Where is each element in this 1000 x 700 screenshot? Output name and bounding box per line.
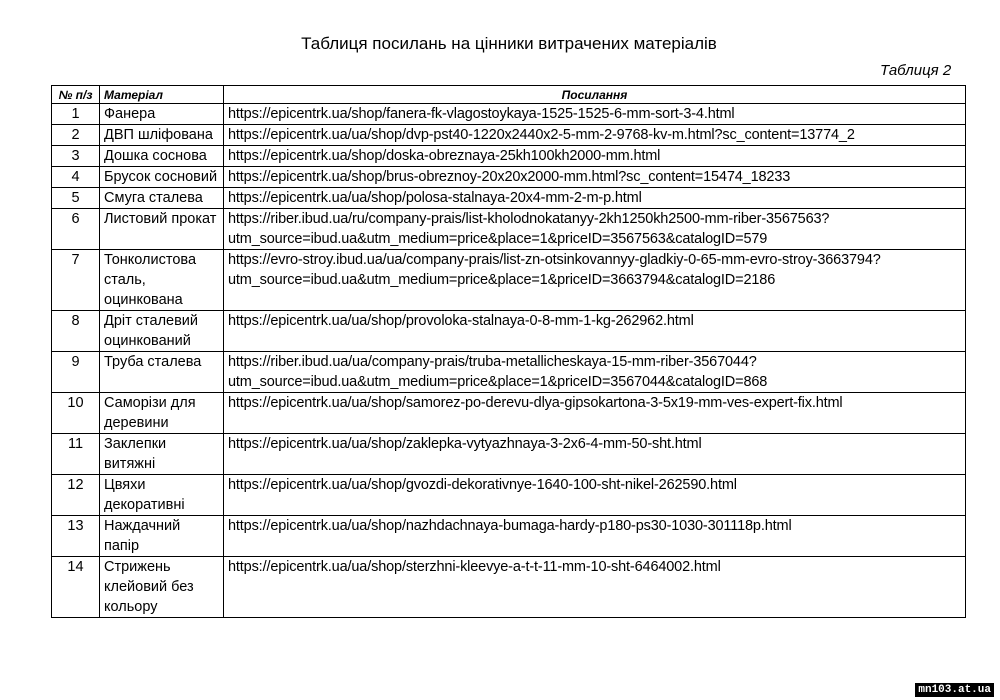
row-link[interactable]: https://epicentrk.ua/ua/shop/sterzhni-kleevye-a-t-t-11-mm-10-sht-6464002.html <box>224 557 966 618</box>
row-link[interactable]: https://epicentrk.ua/ua/shop/zaklepka-vytyazhnaya-3-2x6-4-mm-50-sht.html <box>224 434 966 475</box>
row-number: 13 <box>52 516 100 557</box>
row-number: 8 <box>52 311 100 352</box>
row-number: 3 <box>52 146 100 167</box>
header-link: Посилання <box>224 86 966 104</box>
row-link[interactable]: https://epicentrk.ua/ua/shop/provoloka-stalnaya-0-8-mm-1-kg-262962.html <box>224 311 966 352</box>
row-link[interactable]: https://epicentrk.ua/ua/shop/gvozdi-dekorativnye-1640-100-sht-nikel-262590.html <box>224 475 966 516</box>
site-watermark: mn103.at.ua <box>915 683 994 697</box>
table-row <box>52 209 966 250</box>
row-link[interactable]: https://epicentrk.ua/ua/shop/polosa-stalnaya-20x4-mm-2-m-p.html <box>224 188 966 209</box>
table-row <box>52 104 966 125</box>
row-link[interactable]: https://epicentrk.ua/ua/shop/dvp-pst40-1220x2440x2-5-mm-2-9768-kv-m.html?sc_content=13774_2 <box>224 125 966 146</box>
row-number: 2 <box>52 125 100 146</box>
table-row <box>52 146 966 167</box>
table-row <box>52 557 966 618</box>
table-row <box>52 516 966 557</box>
table-number-label: Таблиця 2 <box>880 62 952 79</box>
row-link[interactable]: https://epicentrk.ua/ua/shop/nazhdachnaya-bumaga-hardy-p180-ps30-1030-301118p.html <box>224 516 966 557</box>
table-row <box>52 393 966 434</box>
row-number: 11 <box>52 434 100 475</box>
row-material: Заклепки витяжні <box>100 434 224 475</box>
table-row <box>52 475 966 516</box>
row-number: 5 <box>52 188 100 209</box>
table-row <box>52 125 966 146</box>
table-row <box>52 188 966 209</box>
row-material: Наждачний папір <box>100 516 224 557</box>
row-material: Стрижень клейовий без кольору <box>100 557 224 618</box>
row-number: 9 <box>52 352 100 393</box>
row-link[interactable]: https://riber.ibud.ua/ua/company-prais/truba-metallicheskaya-15-mm-riber-3567044?utm_source=ibud.ua&utm_medium=price&place=1&priceID=3567044&catalogID=868 <box>224 352 966 393</box>
table-row <box>52 311 966 352</box>
row-number: 4 <box>52 167 100 188</box>
row-material: Цвяхи декоративні <box>100 475 224 516</box>
row-link[interactable]: https://evro-stroy.ibud.ua/ua/company-prais/list-zn-otsinkovannyy-gladkiy-0-65-mm-evro-stroy-3663794?utm_source=ibud.ua&utm_medium=price&place=1&priceID=3663794&catalogID=2186 <box>224 250 966 311</box>
table-header-row <box>52 86 966 104</box>
row-material: Смуга сталева <box>100 188 224 209</box>
row-link[interactable]: https://epicentrk.ua/shop/brus-obreznoy-20x20x2000-mm.html?sc_content=15474_18233 <box>224 167 966 188</box>
row-link[interactable]: https://epicentrk.ua/shop/doska-obreznaya-25kh100kh2000-mm.html <box>224 146 966 167</box>
header-number: № п/з <box>52 86 100 104</box>
row-number: 14 <box>52 557 100 618</box>
row-material: Брусок сосновий <box>100 167 224 188</box>
header-material: Матеріал <box>100 86 224 104</box>
price-links-table <box>51 85 966 618</box>
row-link[interactable]: https://epicentrk.ua/shop/fanera-fk-vlagostoykaya-1525-1525-6-mm-sort-3-4.html <box>224 104 966 125</box>
row-link[interactable]: https://riber.ibud.ua/ru/company-prais/list-kholodnokatanyy-2kh1250kh2500-mm-riber-3567563?utm_source=ibud.ua&utm_medium=price&place=1&priceID=3567563&catalogID=579 <box>224 209 966 250</box>
row-material: Саморізи для деревини <box>100 393 224 434</box>
row-material: Фанера <box>100 104 224 125</box>
row-number: 10 <box>52 393 100 434</box>
table-row <box>52 434 966 475</box>
row-material: Тонколистова сталь, оцинкована <box>100 250 224 311</box>
row-material: ДВП шліфована <box>100 125 224 146</box>
row-material: Труба сталева <box>100 352 224 393</box>
table-row <box>52 167 966 188</box>
row-material: Дріт сталевий оцинкований <box>100 311 224 352</box>
table-row <box>52 250 966 311</box>
row-link[interactable]: https://epicentrk.ua/ua/shop/samorez-po-derevu-dlya-gipsokartona-3-5x19-mm-ves-expert-fix.html <box>224 393 966 434</box>
row-number: 7 <box>52 250 100 311</box>
row-number: 1 <box>52 104 100 125</box>
table-row <box>52 352 966 393</box>
row-material: Листовий прокат <box>100 209 224 250</box>
page-title: Таблиця посилань на цінники витрачених матеріалів <box>301 34 717 53</box>
row-material: Дошка соснова <box>100 146 224 167</box>
row-number: 12 <box>52 475 100 516</box>
row-number: 6 <box>52 209 100 250</box>
